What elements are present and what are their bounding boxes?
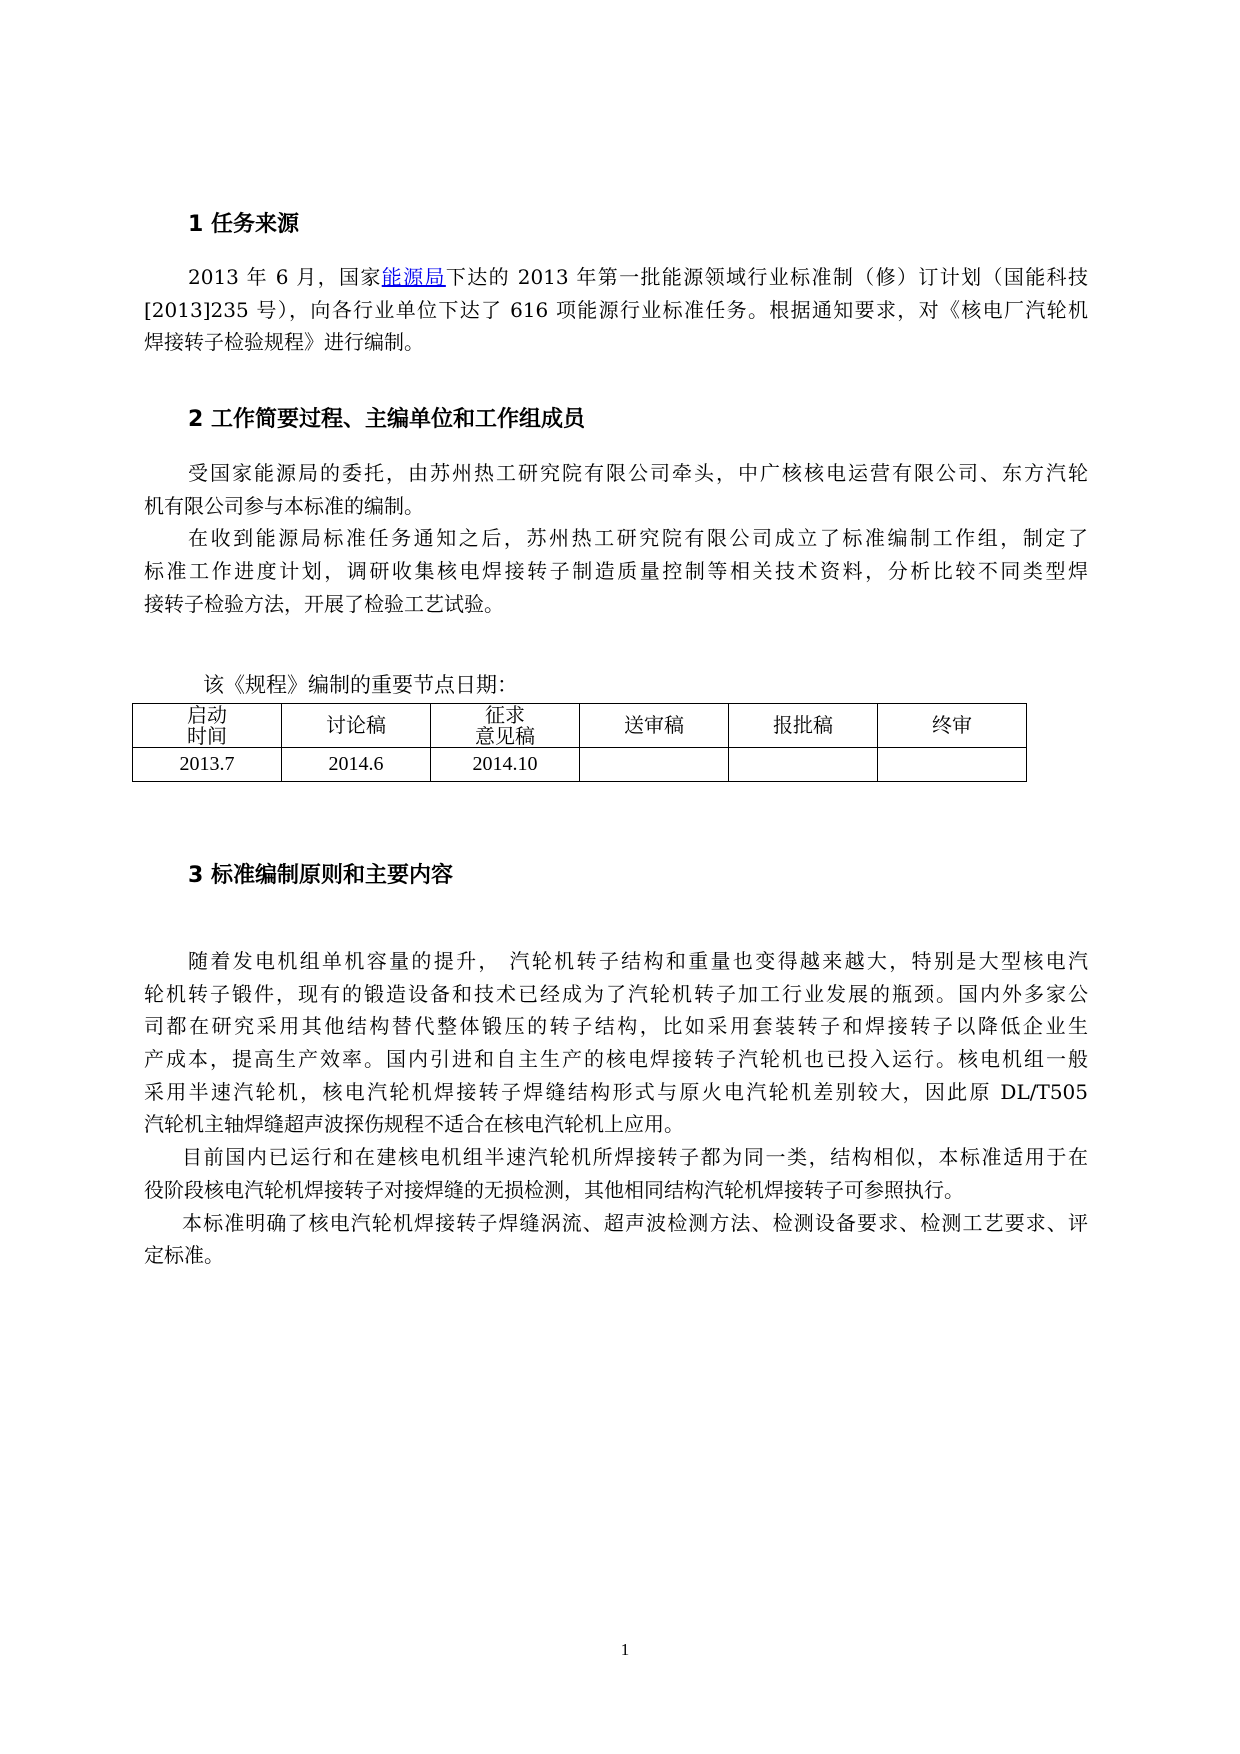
text-line: 役阶段核电汽轮机焊接转子对接焊缝的无损检测，其他相同结构汽轮机焊接转子可参照执行。 [144,1177,964,1202]
paragraph-principles [144,945,1088,1272]
table-cell: 2014.6 [282,748,431,782]
milestone-table [132,703,1027,782]
header-cell: 讨论稿 [282,704,431,748]
text-line: 本标准明确了核电汽轮机焊接转子焊缝涡流、超声波检测方法、检测设备要求、检测工艺要求、评 [182,1210,1088,1235]
text: 下达的 2013 年第一批能源领域行业标准制（修）订计划（国能科技 [445,265,1089,289]
section-1-heading: 1 任务来源 [188,212,299,237]
header-cell: 报批稿 [729,704,878,748]
table-cell [729,748,878,782]
text-line: 随着发电机组单机容量的提升， 汽轮机转子结构和重量也变得越来越大，特别是大型核电汽 [188,949,1088,973]
text-line: 轮机转子锻件，现有的锻造设备和技术已经成为了汽轮机转子加工行业发展的瓶颈。国内外多家公 [144,981,1088,1006]
page-number: 1 [620,1640,630,1659]
table-row [133,748,1027,782]
text-line: 汽轮机主轴焊缝超声波探伤规程不适合在核电汽轮机上应用。 [144,1112,684,1137]
text-line: 受国家能源局的委托，由苏州热工研究院有限公司牵头，中广核核电运营有限公司、东方汽轮 [188,461,1088,485]
table-cell [878,748,1027,782]
text-line: 司都在研究采用其他结构替代整体锻压的转子结构，比如采用套装转子和焊接转子以降低企业生 [144,1014,1088,1039]
text: 2013 年 6 月，国家 [188,265,382,289]
text-line: 产成本，提高生产效率。国内引进和自主生产的核电焊接转子汽轮机也已投入运行。核电机组一般 [144,1047,1088,1072]
text-line: [2013]235 号），向各行业单位下达了 616 项能源行业标准任务。根据通知要求，对《核电厂汽轮机 [144,297,1088,322]
text-line: 定标准。 [144,1243,224,1268]
text-line: 标准工作进度计划，调研收集核电焊接转子制造质量控制等相关技术资料，分析比较不同类型焊 [144,559,1088,584]
energy-bureau-link[interactable]: 能源局 [381,265,446,289]
table-cell [580,748,729,782]
table-header-row [133,704,1027,748]
text-line: 在收到能源局标准任务通知之后，苏州热工研究院有限公司成立了标准编制工作组，制定了 [188,526,1088,551]
header-cell: 送审稿 [580,704,729,748]
text-line: 目前国内已运行和在建核电机组半速汽轮机所焊接转子都为同一类，结构相似，本标准适用于在 [182,1145,1088,1170]
table-cell: 2014.10 [431,748,580,782]
table-cell: 2013.7 [133,748,282,782]
header-cell: 启动 时间 [133,704,282,748]
section-3-heading: 3 标准编制原则和主要内容 [188,863,453,888]
text-line: 采用半速汽轮机，核电汽轮机焊接转子焊缝结构形式与原火电汽轮机差别较大，因此原 DL/T505 [144,1079,1088,1104]
header-cell: 征求 意见稿 [431,704,580,748]
section-2-heading: 2 工作简要过程、主编单位和工作组成员 [188,407,585,432]
text-line: 焊接转子检验规程》进行编制。 [144,330,424,355]
header-cell: 终审 [878,704,1027,748]
table-caption: 该《规程》编制的重要节点日期： [203,673,518,697]
paragraph-commission [144,457,1088,620]
text-line: 机有限公司参与本标准的编制。 [144,493,424,518]
text-line: 接转子检验方法，开展了检验工艺试验。 [144,591,504,616]
paragraph-task-source [144,261,1088,359]
